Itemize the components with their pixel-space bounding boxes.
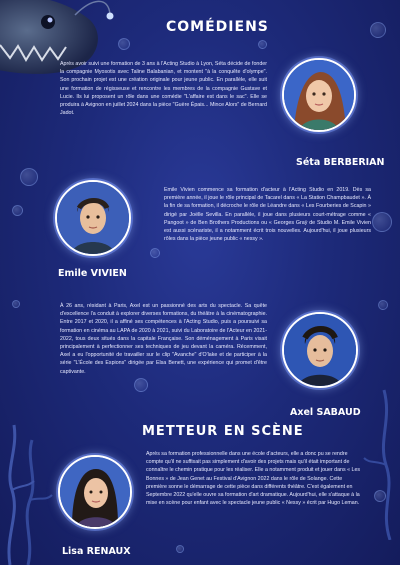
name-axel: Axel SABAUD	[290, 407, 361, 418]
bubble-decoration	[176, 545, 184, 553]
bubble-decoration	[20, 168, 38, 186]
bubble-decoration	[258, 40, 267, 49]
portrait-seta	[282, 58, 356, 132]
seaweed-decoration	[360, 380, 400, 540]
bio-axel: À 26 ans, résidant à Paris, Axel est un passionné des arts du spectacle. Sa quête d'excellence l'a conduit à explorer diverses formations, du théâtre à la cinématographie. Entre 2017 et 2020, il a affiné ses compétences à l'Acting Studio, puis a poursuivi sa formation en cinéma au LAPA de 2020 à 2021, suivi du Laboratoire de l'Acteur en 2021-2022, tous deux situés dans la capitale Française. Son déménagement à Paris visait principalement à perfectionner ses techniques de jeu devant la caméra. Récemment, Axel a eu l'opportunité de travailler sur le clip "Avanche" d'O'lake et de participer à la série "L'École des Espions" dirigée par Elsa Benett, une expérience qui promet d'être captivante.	[60, 303, 267, 375]
bio-emile: Emile Vivien commence sa formation d'acteur à l'Acting Studio en 2019. Dès sa première année, il joue le rôle principal de Tacarel dans « La Station Champbaudet ». À la fin de sa formation, il décroche le rôle de Léandre dans « Les Fourberies de Scapin » dirigé par Joëlle Sevilla. En parallèle, il joue dans plusieurs court-métrage comme « Pangoot » de Ben Brothers Productions ou « Georges Graÿ de Studio M. Emile Vivien est aussi scénariste, il a notamment écrit trois nouvelles. Aujourd'hui, il joue plusieurs rôles dans la pièce jeune public « nessy ».	[164, 187, 371, 243]
name-emile: Emile VIVIEN	[58, 268, 127, 279]
bubble-decoration	[12, 205, 23, 216]
bio-seta: Après avoir suivi une formation de 3 ans à l'Acting Studio à Lyon, Séta décide de fonder la compagnie Myosotis avec Taline Balabanian, et montent "à la conquête d'olympe". Son prochain projet est une création originale pour jeune public. En parallèle, elle suit une formation de régisseuse et rencontre les membres de la compagnie Gustave et Lucie. Ils lui proposent un rôle dans une comédie "L'affaire est dans le sac". Elle se produira à Avignon en juillet 2024 dans la pièce "Guère Épais... Mince Alors" de Bernard Jadot.	[60, 61, 267, 117]
bubble-decoration	[150, 248, 160, 258]
seaweed-decoration	[0, 415, 60, 565]
bubble-decoration	[134, 378, 148, 392]
section-title-metteur: METTEUR EN SCÈNE	[142, 424, 304, 439]
section-title-comediens: COMÉDIENS	[166, 19, 269, 35]
portrait-lisa	[58, 455, 132, 529]
portrait-axel	[282, 312, 358, 388]
name-seta: Séta BERBERIAN	[296, 157, 385, 168]
portrait-emile	[55, 180, 131, 256]
bubble-decoration	[372, 212, 392, 232]
bubble-decoration	[378, 300, 388, 310]
bubble-decoration	[370, 22, 386, 38]
bio-lisa: Après sa formation professionnelle dans une école d'acteurs, elle a donc pu se rendre compte qu'il ne suffisait pas simplement d'avoir des projets mais qu'il était important de connaître le chemin pratique pour les réaliser. Elle a notamment produit et jouer dans « Les Bonnes » de Jean Genet au Festival d'Avignon 2022 dans le rôle de Solange. Cette première sonne le démarrage de cette pièce dans différents théâtre. C'est également en Septembre 2022 qu'elle ouvre sa formation d'art dramatique. Aujourd'hui, elle s'attaque à la mise en scène pour enfant avec le spectacle jeune public « Nessy » écrit par Hugo Leman.	[146, 451, 361, 507]
bubble-decoration	[12, 300, 20, 308]
name-lisa: Lisa RENAUX	[62, 546, 131, 557]
